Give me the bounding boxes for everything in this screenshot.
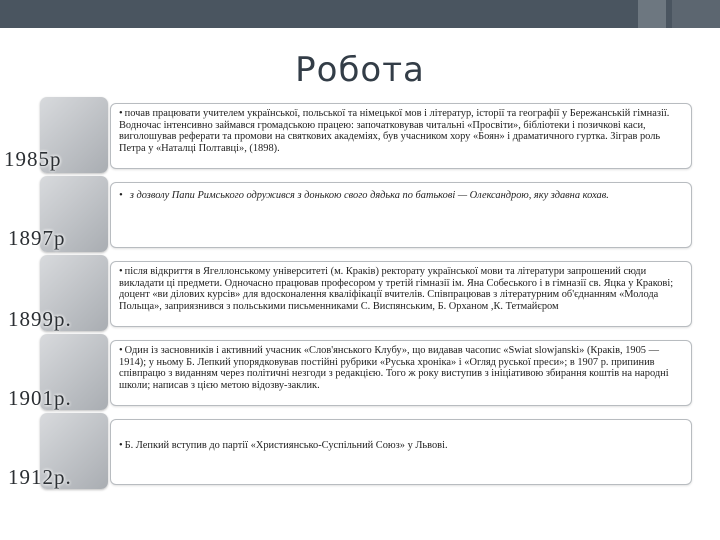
timeline-row: [8, 255, 694, 331]
event-description: • з дозволу Папи Римського одружився з донькою свого дядька по батькові — Олександрою, яку здавна кохав.: [110, 182, 692, 248]
timeline: [4, 97, 694, 489]
timeline-row: [4, 97, 694, 173]
event-text: з дозволу Папи Римського одружився з донькою свого дядька по батькові — Олександрою, яку здавна кохав.: [129, 190, 609, 201]
timeline-row: [8, 176, 694, 252]
event-description: • після відкриття в Ягеллонському університеті (м. Краків) ректорату української мови та літератури запрошений сюди викладати ці предмети. Одночасно працював професором у третій гімназії ім. Яна Собеського і в гімназії св. Яцка у Кракові; доцент «ви ділових курсів» для вдосконалення кваліфікації вчителів. Співпрацював з літературним об'єднанням «Молода Польща», заприязнився з польськими письменниками С. Виспянським, Б. Орханом ,К. Тетмайєром: [110, 261, 692, 327]
year-label: 1985р: [4, 147, 62, 171]
event-description: • Б. Лепкий вступив до партії «Християнсько-Суспільний Союз» у Львові.: [110, 419, 692, 485]
top-decor-tab: [638, 0, 666, 28]
year-label: 1901р.: [8, 386, 72, 410]
year-label: 1899р.: [8, 307, 72, 331]
timeline-row: [8, 413, 694, 489]
year-label: 1897р: [8, 226, 66, 250]
timeline-row: [8, 334, 694, 410]
event-text: почав працювати учителем української, польської та німецької мов і літератур, історії та географії у Бережанській гімназії. Водночас інтенсивно займався громадською працею: започатковував читальні «Просвіти», бібліотеки і позичкові каси, виголошував реферати та промови на святкових академіях, був учасником хору «Боян» і драматичного гуртка. Зіграв роль Петра у «Наталці Полтавці», (1898).: [119, 108, 670, 154]
event-text: Б. Лепкий вступив до партії «Християнсько-Суспільний Союз» у Львові.: [124, 440, 448, 451]
top-decor-bar: [0, 0, 720, 28]
event-text: після відкриття в Ягеллонському університеті (м. Краків) ректорату української мови та літератури запрошений сюди викладати ці предмети. Одночасно працював професором у третій гімназії ім. Яна Собеського і в гімназії св. Яцка у Кракові; доцент «ви ділових курсів» для вдосконалення кваліфікації вчителів. Співпрацював з літературним об'єднанням «Молода Польща», заприязнився з польськими письменниками С. Виспянським, Б. Орханом ,К. Тетмайєром: [119, 266, 674, 312]
event-description: • почав працювати учителем української, польської та німецької мов і літератур, історії та географії у Бережанській гімназії. Водночас інтенсивно займався громадською працею: започатковував читальні «Просвіти», бібліотеки і позичкові каси, виголошував реферати та промови на святкових академіях, був учасником хору «Боян» і драматичного гуртка. Зіграв роль Петра у «Наталці Полтавці», (1898).: [110, 103, 692, 169]
slide-title: Робота: [295, 50, 425, 90]
event-text: Один із засновників і активний учасник «Слов'янського Клубу», що видавав часопис «Swiat slowjanski» (Краків, 1905 — 1914); у ньому Б. Лепкий упорядковував постійні рубрики «Руська хроніка» і «Огляд руської преси»; в 1907 р. припинив співпрацю з виданням через політичні незгоди з редакцією. Того ж року виступив з ініціативою збирання коштів на народні школи; написав з цією метою відозву-заклик.: [119, 345, 669, 391]
event-description: • Один із засновників і активний учасник «Слов'янського Клубу», що видавав часопис «Swiat slowjanski» (Краків, 1905 — 1914); у ньому Б. Лепкий упорядковував постійні рубрики «Руська хроніка» і «Огляд руської преси»; в 1907 р. припинив співпрацю з виданням через політичні незгоди з редакцією. Того ж року виступив з ініціативою збирання коштів на народні школи; написав з цією метою відозву-заклик.: [110, 340, 692, 406]
top-decor-tab: [672, 0, 720, 28]
year-label: 1912р.: [8, 465, 72, 489]
